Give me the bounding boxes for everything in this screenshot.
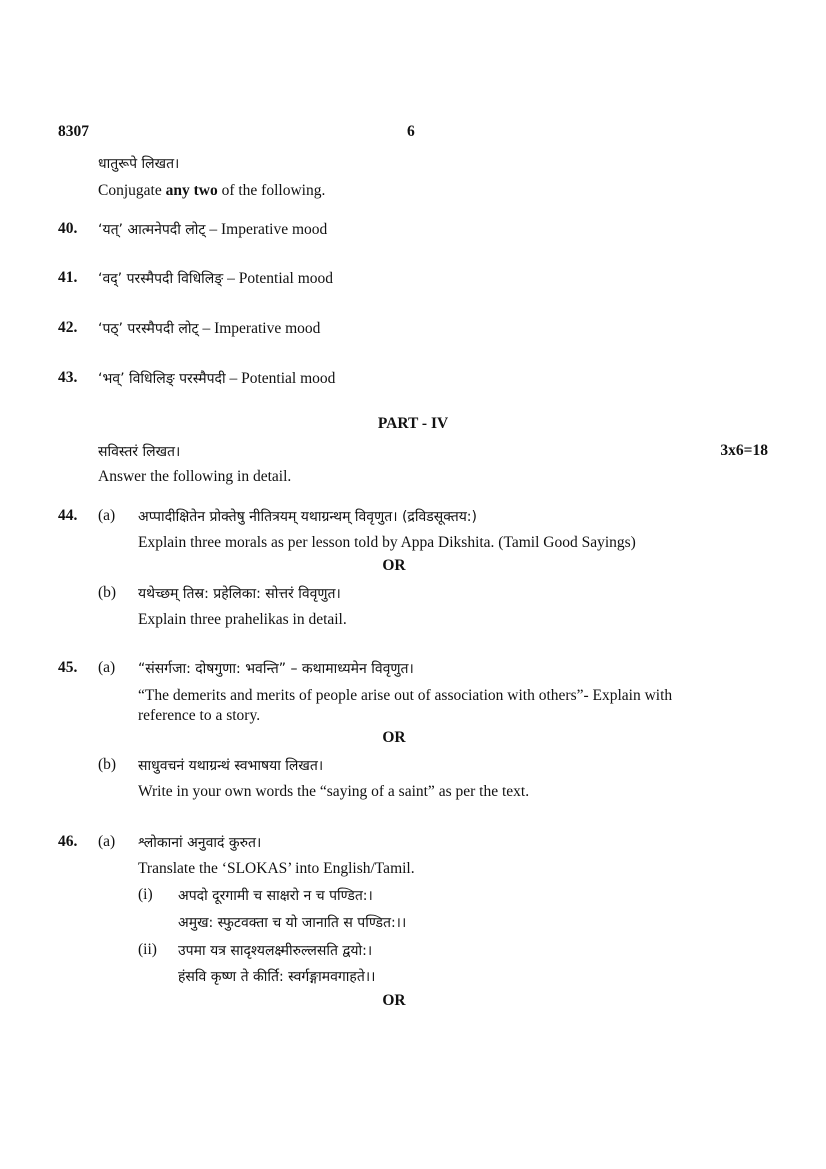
question-text xyxy=(98,220,327,239)
or-separator: OR xyxy=(382,729,406,746)
sub-option-label: (i) xyxy=(138,886,153,903)
or-separator: OR xyxy=(382,992,406,1009)
part-title: PART - IV xyxy=(377,415,449,432)
sloka-line: हंसवि कृष्ण ते कीर्ति: स्वर्गङ्गामवगाहते।। xyxy=(178,969,376,985)
sloka-line: अमुख: स्फुटवक्ता च यो जानाति स पण्डित:।। xyxy=(178,915,407,931)
question-number: 43. xyxy=(58,369,78,386)
question-english: Explain three morals as per lesson told by Appa Dikshita. (Tamil Good Sayings) xyxy=(138,534,636,551)
instruction-english-pre: Conjugate xyxy=(98,182,166,199)
sloka-line: उपमा यत्र सादृश्यलक्ष्मीरुल्लसति द्वयो:। xyxy=(178,943,373,959)
question-text xyxy=(98,319,320,338)
question-english: reference to a story. xyxy=(138,707,261,724)
question-text xyxy=(98,369,335,388)
instruction-sanskrit: धातुरूपे लिखत। xyxy=(98,156,180,172)
page-number: 6 xyxy=(407,123,415,140)
option-label: (b) xyxy=(98,756,117,773)
question-number: 42. xyxy=(58,319,78,336)
instruction-english: Answer the following in detail. xyxy=(98,468,292,485)
question-sanskrit: ‘भव्’ विधिलिङ् परस्मैपदी xyxy=(98,371,226,387)
question-sanskrit: साधुवचनं यथाग्रन्थं स्वभाषया लिखत। xyxy=(138,758,324,774)
paper-code: 8307 xyxy=(58,123,89,140)
question-number: 40. xyxy=(58,220,78,237)
question-english: “The demerits and merits of people arise out of association with others”- Explain with xyxy=(138,687,673,704)
question-number: 45. xyxy=(58,659,78,676)
instruction-english-bold: any two xyxy=(165,182,218,199)
question-text xyxy=(98,269,333,288)
instruction-english-post: of the following. xyxy=(217,182,326,199)
question-english: – Imperative mood xyxy=(202,320,321,337)
sub-option-label: (ii) xyxy=(138,941,157,958)
question-number: 46. xyxy=(58,833,78,850)
question-english: Explain three prahelikas in detail. xyxy=(138,611,347,628)
question-sanskrit: “संसर्गजा: दोषगुणा: भवन्ति” – कथामाध्यमेन विवृणुत। xyxy=(138,661,414,677)
marks: 3x6=18 xyxy=(720,442,768,459)
question-sanskrit: यथेच्छम् तिस्र: प्रहेलिका: सोत्तरं विवृणुत। xyxy=(138,586,341,602)
option-label: (a) xyxy=(98,507,116,524)
question-english: Translate the ‘SLOKAS’ into English/Tamil. xyxy=(138,860,415,877)
sloka-line: अपदो दूरगामी च साक्षरो न च पण्डित:। xyxy=(178,888,373,904)
option-label: (a) xyxy=(98,833,116,850)
question-sanskrit: ‘वद्’ परस्मैपदी विधिलिङ् xyxy=(98,271,224,287)
question-english: – Imperative mood xyxy=(209,221,328,238)
instruction-english xyxy=(98,182,325,200)
question-sanskrit: अप्पादीक्षितेन प्रोक्तेषु नीतित्रयम् यथाग्रन्थम् विवृणुत। (द्रविडसूक्तय:) xyxy=(138,509,477,525)
option-label: (b) xyxy=(98,584,117,601)
or-separator: OR xyxy=(382,557,406,574)
question-sanskrit: श्लोकानां अनुवादं कुरुत। xyxy=(138,835,262,851)
question-number: 41. xyxy=(58,269,78,286)
question-english: – Potential mood xyxy=(227,270,334,287)
question-english: – Potential mood xyxy=(229,370,336,387)
option-label: (a) xyxy=(98,659,116,676)
question-sanskrit: ‘यत्’ आत्मनेपदी लोट् xyxy=(98,222,206,238)
instruction-sanskrit: सविस्तरं लिखत। xyxy=(98,444,181,460)
question-sanskrit: ‘पठ्’ परस्मैपदी लोट् xyxy=(98,321,199,337)
question-english: Write in your own words the “saying of a saint” as per the text. xyxy=(138,783,530,800)
question-number: 44. xyxy=(58,507,78,524)
